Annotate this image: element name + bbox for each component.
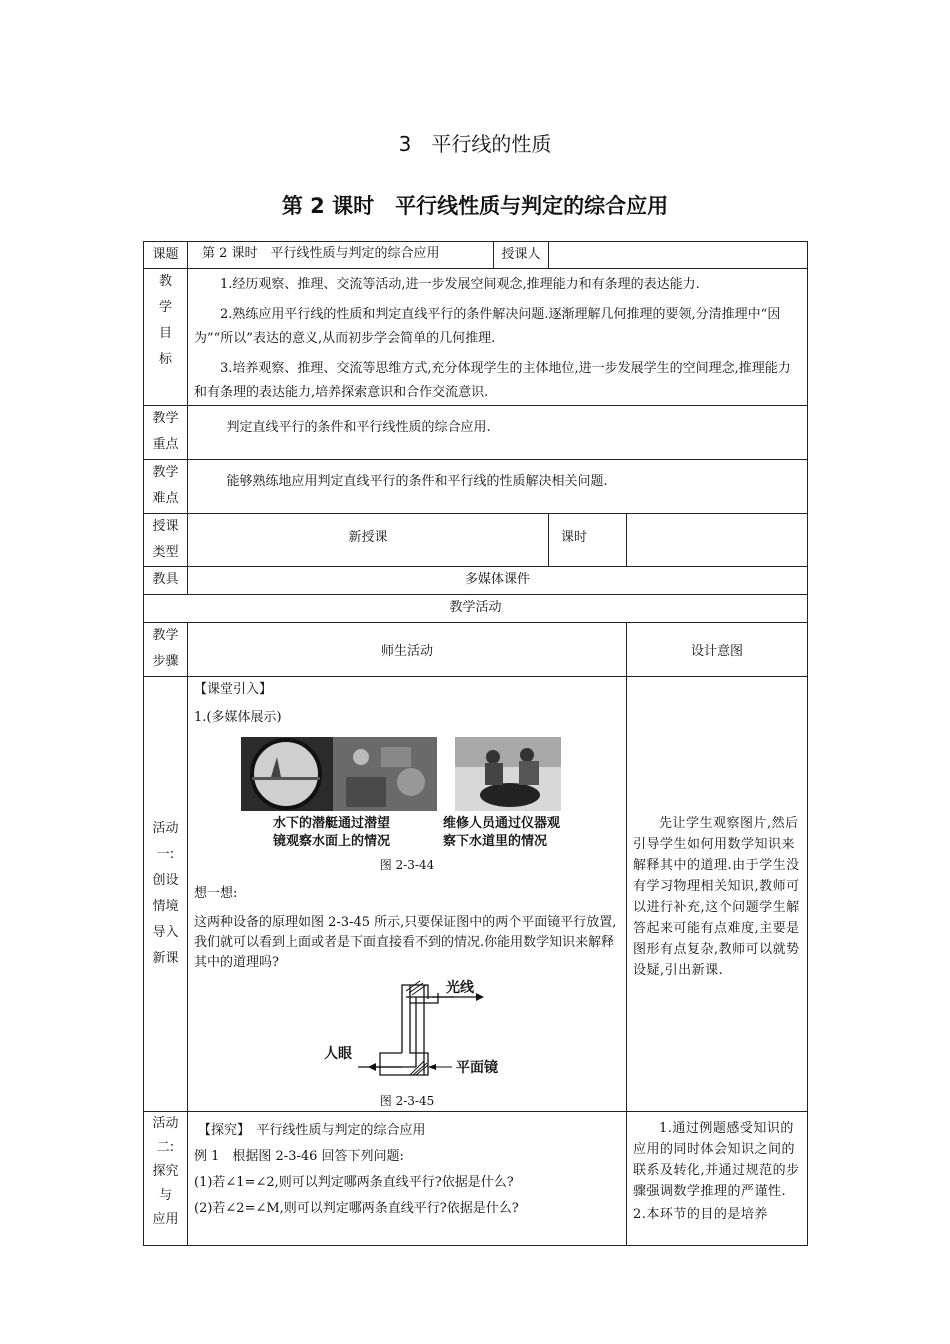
caption-periscope: 水下的潜艇通过潜望 镜观察水面上的情况: [273, 816, 391, 849]
act2-label: 活动 二: 探究 与 应用: [144, 1112, 188, 1246]
col-activity-header: 师生活动: [188, 623, 627, 677]
photo-captions: [273, 815, 626, 853]
periscope-diagram: [188, 979, 628, 1091]
act1-label: 活动 一: 创设 情境 导入 新课: [144, 677, 188, 1112]
goal-3: 3.培养观察、推理、交流等思维方式,充分体现学生的主体地位,进一步发展学生的空间理念,推理能力和有条理的表达能力,培养探索意识和合作交流意识.: [194, 361, 791, 400]
fig-2-3-45-caption: 图 2-3-45: [379, 1094, 435, 1108]
goal-1: 1.经历观察、推理、交流等活动,进一步发展空间观念,推理能力和有条理的表达能力.: [220, 277, 700, 292]
section-title: 3 平行线的性质: [398, 132, 552, 156]
difficult-content: 能够熟练地应用判定直线平行的条件和平行线的性质解决相关问题.: [188, 460, 808, 514]
key-label: 教学 重点: [144, 406, 188, 460]
teacher-label: 授课人: [494, 242, 549, 269]
act1-item1: 1.(多媒体展示): [194, 710, 282, 725]
lesson-plan-table: [143, 241, 808, 1246]
label-mirror: 平面镜: [456, 1060, 498, 1076]
key-content: 判定直线平行的条件和平行线性质的综合应用.: [188, 406, 808, 460]
act1-question: 这两种设备的原理如图 2-3-45 所示,只要保证图中的两个平面镜平行放置,我们就可以看到上面或者是下面直接看不到的情况.你能用数学知识来解释其中的道理吗?: [194, 915, 617, 970]
label-eye: 人眼: [324, 1046, 352, 1062]
steps-label: 教学 步骤: [144, 623, 188, 677]
goals-label: 教 学 目 标: [144, 269, 188, 406]
act1-intent: 先让学生观察图片,然后引导学生如何用数学知识来解释其中的道理.由于学生没有学习物理相关知识,教师可以进行补充,这个问题学生解答起来可能有点难度,主要是图形有点复杂,教师可以就势设疑,引出新课.: [627, 677, 808, 1112]
act2-heading: 【探究】 平行线性质与判定的综合应用: [198, 1123, 426, 1138]
difficult-label: 教学 难点: [144, 460, 188, 514]
hours-label: 课时: [549, 514, 627, 567]
label-light: 光线: [446, 980, 474, 996]
act2-q1: (1)若∠1=∠2,则可以判定哪两条直线平行?依据是什么?: [194, 1175, 514, 1190]
act1-intro-heading: 【课堂引入】: [194, 682, 273, 697]
act2-q2: (2)若∠2=∠M,则可以判定哪两条直线平行?依据是什么?: [194, 1201, 519, 1216]
type-label: 授课 类型: [144, 514, 188, 567]
photo-strip: [241, 737, 626, 815]
sewer-photo: [455, 737, 561, 811]
hours-value: [627, 514, 808, 567]
topic-value: 第 2 课时 平行线性质与判定的综合应用: [188, 242, 494, 269]
lesson-title: 第 2 课时 平行线性质与判定的综合应用: [281, 194, 669, 218]
act1-content: [188, 677, 627, 1112]
activities-header: 教学活动: [144, 595, 808, 623]
act2-intent: 1.通过例题感受知识的应用的同时体会知识之间的联系及转化,并通过规范的步骤强调数学推理的严谨性. 2.本环节的目的是培养: [627, 1112, 808, 1246]
topic-label: 课题: [144, 242, 188, 269]
teacher-value: [549, 242, 808, 269]
caption-sewer: 维修人员通过仪器观 察下水道里的情况: [443, 816, 561, 849]
tools-value: 多媒体课件: [188, 567, 808, 595]
periscope-photo: [241, 737, 437, 811]
act2-example: 例 1 根据图 2-3-46 回答下列问题:: [194, 1149, 404, 1164]
tools-label: 教具: [144, 567, 188, 595]
col-intent-header: 设计意图: [627, 623, 808, 677]
act2-content: [188, 1112, 627, 1246]
goal-2: 2.熟练应用平行线的性质和判定直线平行的条件解决问题.逐渐理解几何推理的要领,分清推理中“因为”“所以”表达的意义,从而初步学会简单的几何推理.: [194, 307, 781, 346]
goals-content: [188, 269, 808, 406]
type-value: 新授课: [188, 514, 549, 567]
think-label: 想一想:: [194, 886, 238, 901]
fig-2-3-44-caption: 图 2-3-44: [379, 858, 435, 872]
